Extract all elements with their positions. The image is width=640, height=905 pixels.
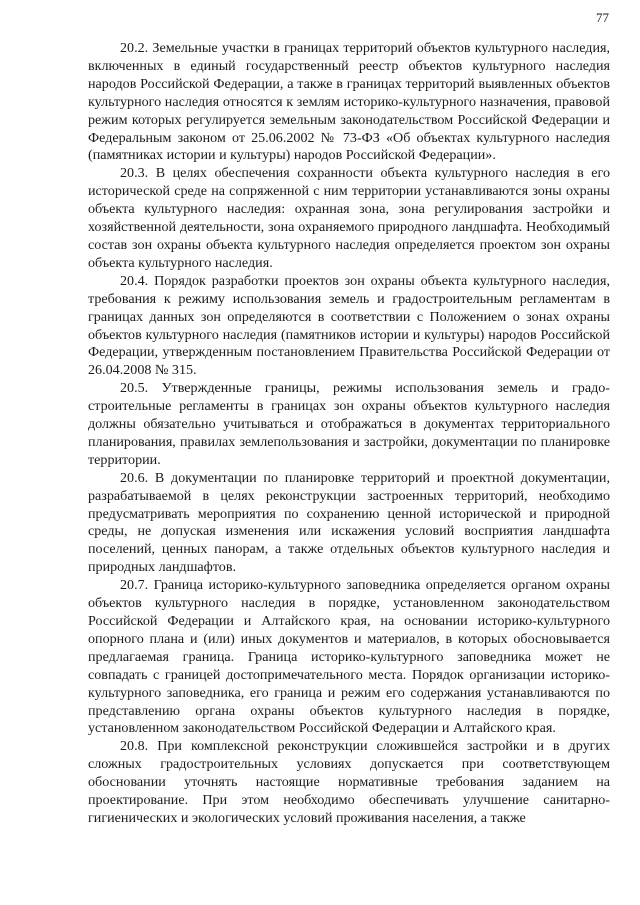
paragraph-20-8: 20.8. При комплексной реконструкции сложившейся застройки и в других сложных градостроительных условиях допускается при соответствующем обосновании уточнять настоящие нормативные требования заданием на проектирование. При этом необходимо обеспечивать улучшение санитарно-гигиенических и экологических условий проживания населения, а также [88,738,610,826]
page-number: 77 [596,10,609,25]
document-body [88,40,610,828]
paragraph-20-7: 20.7. Граница историко-культурного заповедника определяется органом охраны объектов культурного наследия в порядке, установленном законодательством Российской Федерации и Алтайского края, на основании историко-культурного опорного плана и (или) иных документов и материалов, в которых обосновывается предлагаемая граница. Граница историко-культурного заповедника может не совпадать с границей достопримечательного места. Порядок организации историко-культурного заповедника, его граница и режим его содержания устанавливаются по представлению органа охраны объектов культурного наследия в порядке, установленном законодательством Российской Федерации и Алтайского края. [88,577,610,737]
paragraph-20-5: 20.5. Утвержденные границы, режимы использования земель и градостроительные регламенты в границах зон охраны объектов культурного наследия должны обязательно учитываться и отображаться в документах территориального планирования, правилах землепользования и застройки, документации по планировке территории. [88,380,610,468]
paragraph-20-3: 20.3. В целях обеспечения сохранности объекта культурного наследия в его исторической среде на сопряженной с ним территории устанавливаются зоны охраны объекта культурного наследия: охранная зона, зона регулирования застройки и хозяйственной деятельности, зона охраняемого природного ландшафта. Необходимый состав зон охраны объекта культурного наследия определяется проектом зон охраны объекта культурного наследия. [88,165,610,271]
paragraph-20-6: 20.6. В документации по планировке территорий и проектной документации, разрабатываемой в целях реконструкции застроенных территорий, необходимо предусматривать мероприятия по сохранению ценной исторической и природной среды, не допуская изменения или искажения условий восприятия ландшафта поселений, ценных панорам, а также отдельных объектов культурного наследия и природных ландшафтов. [88,469,610,576]
paragraph-20-2: 20.2. Земельные участки в границах территорий объектов культурного наследия, включенных в единый государственный реестр объектов культурного наследия народов Российской Федерации, а также в границах территорий выявленных объектов культурного наследия относятся к землям историко-культурного назначения, правовой режим которых регулируется земельным законодательством Российской Федерации и Федеральным законом от 25.06.2002 № 73-ФЗ «Об объектах культурного наследия (памятниках истории и культуры) народов Российской Федерации». [88,40,610,164]
paragraph-20-4: 20.4. Порядок разработки проектов зон охраны объекта культурного наследия, требования к режиму использования земель и градостроительным регламентам в границах данных зон определяются в соответствии с Положением о зонах охраны объектов культурного наследия (памятников истории и культуры) народов Российской Федерации, утвержденным постановлением Правительства Российской Федерации от 26.04.2008 № 315. [88,272,610,379]
